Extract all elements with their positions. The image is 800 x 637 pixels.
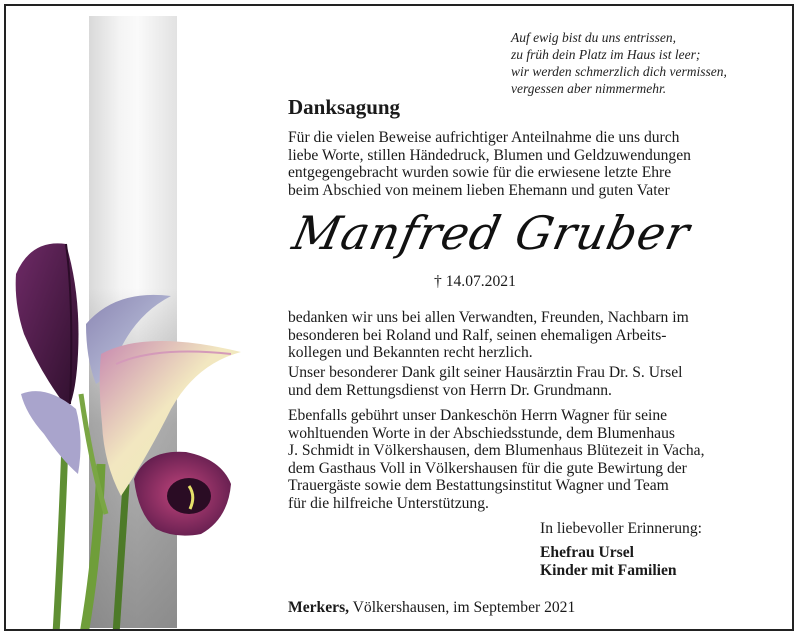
text-line: Für die vielen Beweise aufrichtiger Anteilnahme die uns durch <box>288 129 680 146</box>
text-line: und dem Rettungsdienst von Herrn Dr. Grundmann. <box>288 381 612 399</box>
text-line: bedanken wir uns bei allen Verwandten, Freunden, Nachbarn im <box>288 309 689 326</box>
text-line: wohltuenden Worte in der Abschiedsstunde, dem Blumenhaus <box>288 424 675 442</box>
signatories <box>540 544 677 579</box>
text-line: für die hilfreiche Unterstützung. <box>288 494 489 512</box>
text-line: Unser besonderer Dank gilt seiner Hausärztin Frau Dr. S. Ursel <box>288 364 683 381</box>
text-line: J. Schmidt in Völkershausen, dem Blumenhaus Blütezeit in Vacha, <box>288 442 705 460</box>
thanks-paragraph <box>288 309 768 362</box>
place-rest: Völkershausen, im September 2021 <box>349 599 576 616</box>
poem-line: wir werden schmerzlich dich vermissen, <box>511 64 727 79</box>
closing-phrase: In liebevoller Erinnerung: <box>540 520 702 537</box>
text-line: Trauergäste sowie dem Bestattungsinstitut Wagner und Team <box>288 477 669 495</box>
deceased-name: Manfred Gruber <box>288 206 695 260</box>
poem-line: Auf ewig bist du uns entrissen, <box>511 30 676 45</box>
death-date: † 14.07.2021 <box>434 273 516 290</box>
intro-paragraph <box>288 129 768 199</box>
text-line: kollegen und Bekannten recht herzlich. <box>288 344 533 362</box>
text-line: Ebenfalls gebührt unser Dankeschön Herrn Wagner für seine <box>288 407 668 424</box>
further-thanks-paragraph <box>288 407 768 513</box>
calla-lily-illustration <box>6 234 256 631</box>
doctor-paragraph <box>288 364 768 399</box>
signatory: Ehefrau Ursel <box>540 544 634 561</box>
poem-line: zu früh dein Platz im Haus ist leer; <box>511 47 701 62</box>
poem-line: vergessen aber nimmermehr. <box>511 81 667 96</box>
place-town: Merkers, <box>288 599 350 616</box>
place-date-line <box>288 599 575 617</box>
notice-title: Danksagung <box>288 95 401 119</box>
signatory: Kinder mit Familien <box>540 561 677 579</box>
text-line: entgegengebracht wurden sowie für die erwiesene letzte Ehre <box>288 164 672 182</box>
text-line: besonderen bei Roland und Ralf, seinen ehemaligen Arbeits- <box>288 326 667 344</box>
notice-frame <box>4 4 794 631</box>
memorial-poem <box>511 29 781 97</box>
text-line: liebe Worte, stillen Händedruck, Blumen und Geldzuwendungen <box>288 146 691 164</box>
text-line: dem Gasthaus Voll in Völkershausen für die gute Bewirtung der <box>288 459 687 477</box>
text-line: beim Abschied von meinem lieben Ehemann und guten Vater <box>288 181 670 199</box>
